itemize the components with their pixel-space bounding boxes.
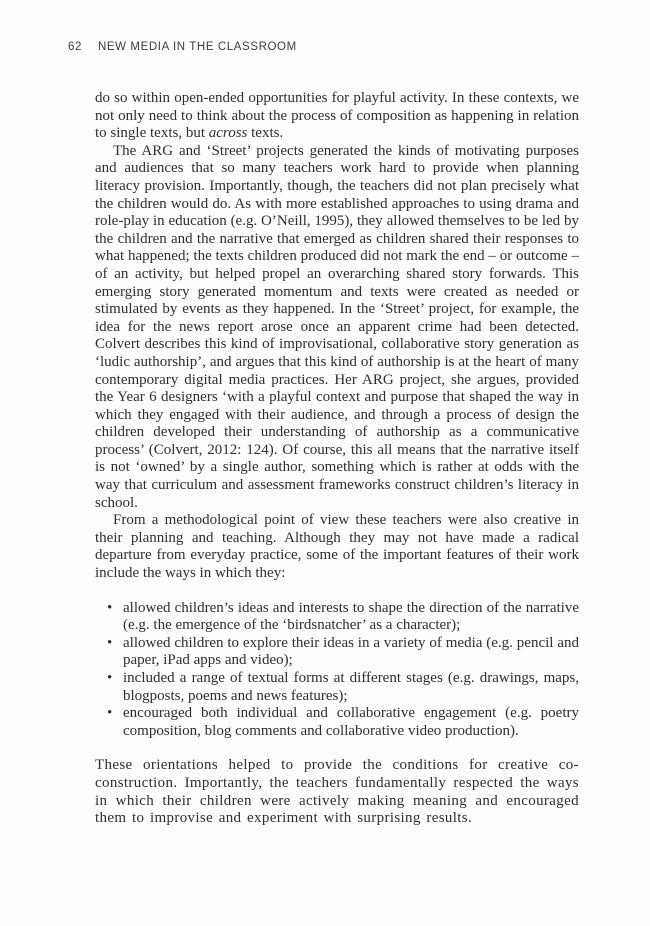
paragraph-1-text: do so within open-ended opportunities for playful activity. In these contexts, we not only need to think about the process of composition as happening in relation to single texts, but (95, 90, 579, 142)
list-item (107, 600, 579, 635)
list-item-text: included a range of textual forms at different stages (e.g. drawings, maps, blogposts, poems and news features); (123, 670, 579, 704)
list-item (107, 705, 579, 740)
page-header (68, 41, 297, 53)
paragraph-continuation (95, 90, 579, 143)
page-body (95, 90, 579, 828)
bullet-icon: • (107, 599, 113, 616)
list-item-text: allowed children to explore their ideas in a variety of media (e.g. pencil and paper, iPad apps and video); (123, 634, 579, 669)
bullet-icon: • (107, 705, 113, 722)
paragraph-1-text-end: texts. (247, 125, 284, 142)
page-number: 62 (68, 41, 82, 53)
bullet-list (95, 600, 579, 741)
list-item-text: encouraged both individual and collaborative engagement (e.g. poetry composition, blog comments and collaborative video production). (123, 705, 579, 739)
bullet-icon: • (107, 634, 113, 651)
bullet-icon: • (107, 670, 113, 686)
closing-paragraph: These orientations helped to provide the conditions for creative co-construction. Importantly, the teachers fundamentally respected the ways in which their children were actively making meaning and encouraged them to improvise and experiment with surprising results. (95, 757, 579, 827)
running-title: NEW MEDIA IN THE CLASSROOM (98, 41, 297, 53)
paragraph-arg-street: The ARG and ‘Street’ projects generated the kinds of motivating purposes and audiences that so many teachers work hard to provide when planning literacy provision. Importantly, though, the teachers did not plan precisely what the children would do. As with more established approaches to using drama and role-play in education (e.g. O’Neill, 1995), they allowed themselves to be led by the children and the narrative that emerged as children shared their responses to what happened; the texts children produced did not mark the end – or outcome – of an activity, but helped propel an overarching shared story forwards. This emerging story generated momentum and texts were created as needed or stimulated by events as they happened. In the ‘Street’ project, for example, the idea for the news report arose once an apparent crime had been detected. Colvert describes this kind of improvisational, collaborative story generation as ‘ludic authorship’, and argues that this kind of authorship is at the heart of many contemporary digital media practices. Her ARG project, she argues, provided the Year 6 designers ‘with a playful context and purpose that shaped the way in which they engaged with their audience, and through a process of design the children developed their understanding of authorship as a communicative process’ (Colvert, 2012: 124). Of course, this all means that the narrative itself is not ‘owned’ by a single author, something which is rather at odds with the way that curriculum and assessment frameworks construct children’s literacy in school. (95, 142, 579, 511)
list-item-text: allowed children’s ideas and interests to shape the direction of the narrative (e.g. the emergence of the ‘birdsnatcher’ as a character); (123, 599, 579, 634)
paragraph-methodological: From a methodological point of view these teachers were also creative in their planning and teaching. Although they may not have made a radical departure from everyday practice, some of the important features of their work include the ways in which they: (95, 512, 579, 582)
list-item (107, 670, 579, 705)
list-item (107, 635, 579, 670)
italic-word-across: across (208, 125, 248, 142)
